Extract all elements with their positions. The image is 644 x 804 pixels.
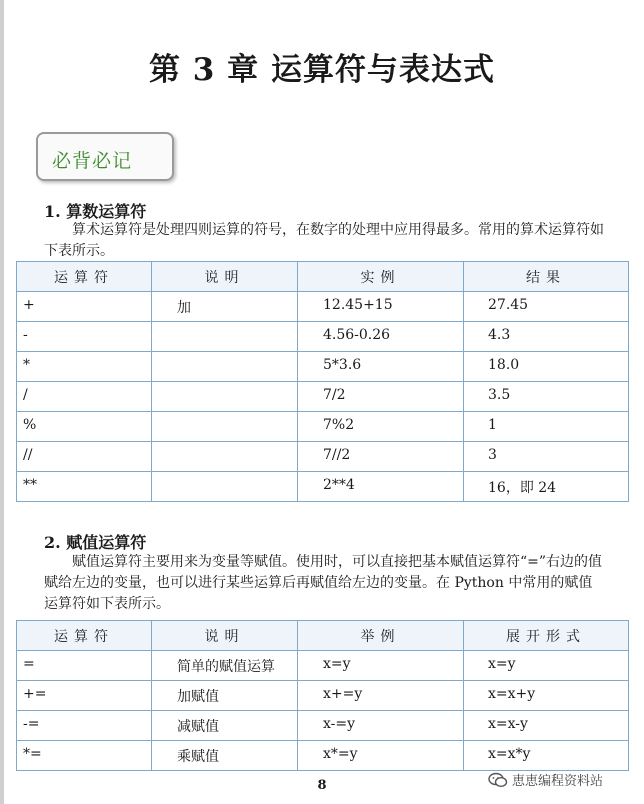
cell-operator: = (17, 651, 152, 681)
table-row (17, 292, 629, 322)
cell-operator: / (17, 382, 152, 412)
table-row (17, 651, 629, 681)
cell-description: 减赋值 (152, 711, 298, 741)
watermark (488, 770, 603, 789)
section1-heading: 1. 算数运算符 (44, 202, 147, 221)
cell-example: x-=y (298, 711, 464, 741)
assignment-operator-table (16, 620, 629, 771)
cell-description (152, 412, 298, 442)
cell-description: 加赋值 (152, 681, 298, 711)
table-row (17, 711, 629, 741)
wechat-icon (488, 772, 508, 788)
cell-operator: * (17, 352, 152, 382)
cell-description (152, 442, 298, 472)
watermark-text: 恵恵编程资料站 (512, 774, 604, 789)
header-description: 说明 (152, 621, 298, 651)
arithmetic-operator-table (16, 261, 629, 502)
cell-expanded-form: x=y (464, 651, 629, 681)
table-row (17, 681, 629, 711)
cell-description (152, 322, 298, 352)
table-row (17, 352, 629, 382)
table-row (17, 382, 629, 412)
section2-heading: 2. 赋值运算符 (44, 533, 147, 552)
header-example: 实例 (298, 262, 464, 292)
chapter-title: 第 3 章 运算符与表达式 (149, 52, 495, 88)
cell-expanded-form: x=x+y (464, 681, 629, 711)
cell-result: 1 (464, 412, 629, 442)
table-row (17, 322, 629, 352)
cell-operator: % (17, 412, 152, 442)
table-header-row (17, 262, 629, 292)
cell-description: 加 (152, 292, 298, 322)
header-expanded-form: 展开形式 (464, 621, 629, 651)
cell-example: 7/2 (298, 382, 464, 412)
cell-example: 2**4 (298, 472, 464, 502)
must-remember-badge (36, 132, 174, 181)
cell-result: 16，即 24 (464, 472, 629, 502)
section2-paragraph: 赋值运算符主要用来为变量等赋值。使用时，可以直接把基本赋值运算符“=”右边的值赋给左边的变量，也可以进行某些运算后再赋值给左边的变量。在 Python 中常用的赋值运算符如下表所示。 (44, 554, 603, 612)
cell-example: 7//2 (298, 442, 464, 472)
header-result: 结果 (464, 262, 629, 292)
table-header-row (17, 621, 629, 651)
cell-description: 乘赋值 (152, 741, 298, 771)
table-row (17, 412, 629, 442)
cell-example: x+=y (298, 681, 464, 711)
cell-result: 27.45 (464, 292, 629, 322)
cell-result: 3.5 (464, 382, 629, 412)
header-operator: 运算符 (17, 621, 152, 651)
cell-operator: += (17, 681, 152, 711)
cell-expanded-form: x=x-y (464, 711, 629, 741)
cell-description: 简单的赋值运算 (152, 651, 298, 681)
header-operator: 运算符 (17, 262, 152, 292)
cell-example: 4.56-0.26 (298, 322, 464, 352)
cell-result: 18.0 (464, 352, 629, 382)
header-example: 举例 (298, 621, 464, 651)
cell-description (152, 382, 298, 412)
section1-paragraph: 算术运算符是处理四则运算的符号，在数字的处理中应用得最多。常用的算术运算符如下表所示。 (44, 222, 604, 259)
cell-example: 7%2 (298, 412, 464, 442)
cell-operator: *= (17, 741, 152, 771)
page-left-edge (0, 0, 4, 804)
cell-result: 3 (464, 442, 629, 472)
cell-expanded-form: x=x*y (464, 741, 629, 771)
cell-description (152, 472, 298, 502)
table-row (17, 741, 629, 771)
badge-label: 必背必记 (52, 150, 133, 172)
cell-result: 4.3 (464, 322, 629, 352)
cell-example: x=y (298, 651, 464, 681)
cell-operator: // (17, 442, 152, 472)
cell-operator: + (17, 292, 152, 322)
table-row (17, 442, 629, 472)
table-row (17, 472, 629, 502)
cell-example: 5*3.6 (298, 352, 464, 382)
page-number: 8 (317, 778, 327, 793)
cell-operator: ** (17, 472, 152, 502)
cell-example: x*=y (298, 741, 464, 771)
cell-operator: - (17, 322, 152, 352)
cell-description (152, 352, 298, 382)
cell-operator: -= (17, 711, 152, 741)
cell-example: 12.45+15 (298, 292, 464, 322)
header-description: 说明 (152, 262, 298, 292)
